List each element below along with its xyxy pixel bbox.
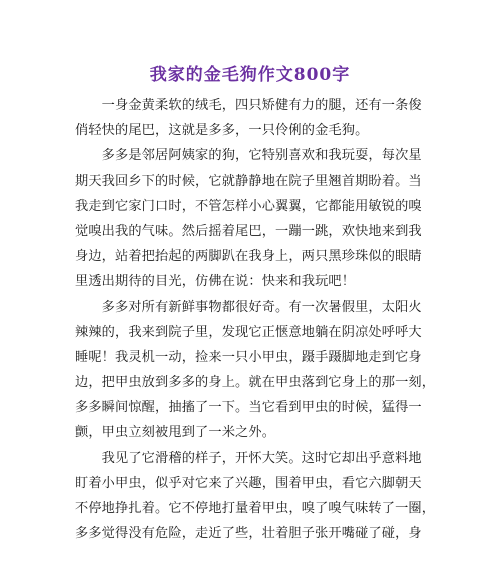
text-line: 睡呢！我灵机一动，捡来一只小甲虫，蹑手蹑脚地走到它身 xyxy=(75,349,422,365)
text-line: 觉嗅出我的气味。然后摇着尾巴，一蹦一跳，欢快地来到我 xyxy=(75,223,422,239)
text-line: 多多是邻居阿姨家的狗，它特别喜欢和我玩耍，每次星 xyxy=(75,148,422,164)
text-line: 期天我回乡下的时候，它就静静地在院子里翘首期盼着。当 xyxy=(75,173,422,189)
document-body xyxy=(75,93,437,546)
text-line: 多多觉得没有危险，走近了些，壮着胆子张开嘴碰了碰，身 xyxy=(75,526,422,542)
text-line: 不停地挣扎着。它不停地打量着甲虫，嗅了嗅气味转了一圈， xyxy=(75,501,436,516)
text-line: 颤，甲虫立刻被甩到了一米之外。 xyxy=(75,425,276,441)
text-line: 多多瞬间惊醒，抽搐了一下。当它看到甲虫的时候，猛得一 xyxy=(75,400,422,416)
text-line: 边，把甲虫放到多多的身上。就在甲虫落到它身上的那一刻， xyxy=(75,375,436,391)
text-line: 我走到它家门口时，不管怎样小心翼翼，它都能用敏锐的嗅 xyxy=(75,198,422,214)
text-line: 俏轻快的尾巴，这就是多多，一只伶俐的金毛狗。 xyxy=(75,123,369,139)
document-title: 我家的金毛狗作文800字 xyxy=(149,65,351,85)
text-line: 盯着小甲虫，似乎对它来了兴趣，围着甲虫，看它六脚朝天 xyxy=(75,475,422,491)
text-line: 里透出期待的目光，仿佛在说：快来和我玩吧！ xyxy=(75,274,356,290)
text-line: 多多对所有新鲜事物都很好奇。有一次暑假里，太阳火 xyxy=(75,299,422,315)
text-line: 我见了它滑稽的样子，开怀大笑。这时它却出乎意料地 xyxy=(75,450,422,466)
text-line: 辣辣的，我来到院子里，发现它正惬意地躺在阴凉处呼呼大 xyxy=(75,324,422,340)
text-line: 一身金黄柔软的绒毛，四只矫健有力的腿，还有一条俊 xyxy=(75,98,422,113)
text-line: 身边，站着把抬起的两脚趴在我身上，两只黑珍珠似的眼睛 xyxy=(75,249,422,265)
